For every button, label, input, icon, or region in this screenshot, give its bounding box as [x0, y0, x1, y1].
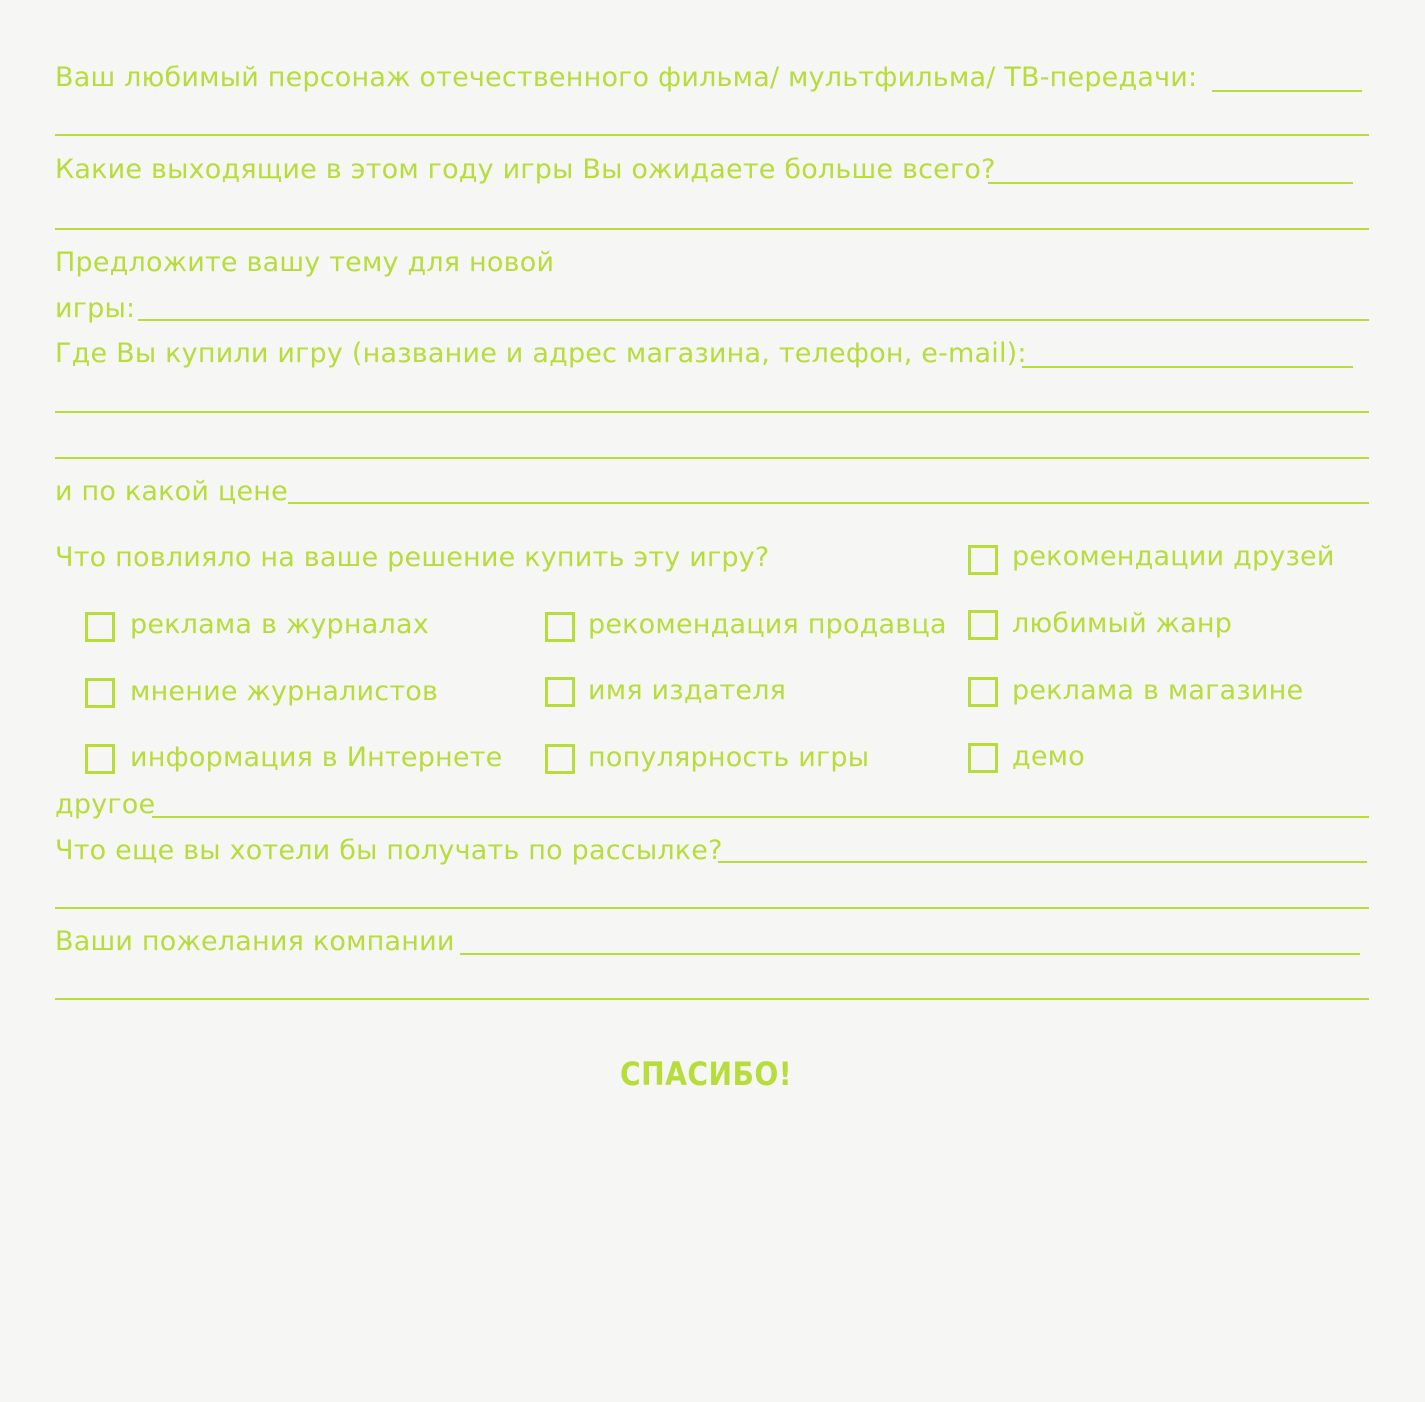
option-seller-label: рекомендация продавца [588, 609, 947, 640]
checkbox-magazine-ads[interactable] [85, 612, 115, 642]
mailing-input-2[interactable] [55, 875, 1373, 911]
option-popularity-label: популярность игры [588, 742, 870, 773]
wishes-input[interactable] [460, 921, 1364, 957]
option-demo-label: демо [1012, 741, 1085, 772]
option-publisher-label: имя издателя [588, 675, 787, 706]
where-bought-input-3[interactable] [55, 425, 1373, 461]
checkbox-friends[interactable] [968, 545, 998, 575]
thanks-heading: СПАСИБО! [620, 1055, 793, 1093]
checkbox-internet[interactable] [85, 744, 115, 774]
favorite-character-input[interactable] [1212, 58, 1366, 94]
question-price: и по какой цене [55, 476, 288, 507]
wishes-input-2[interactable] [55, 966, 1373, 1002]
option-internet-label: информация в Интернете [130, 742, 503, 773]
option-store-ads-label: реклама в магазине [1012, 675, 1304, 706]
expected-games-input[interactable] [988, 150, 1357, 186]
question-influence: Что повлияло на ваше решение купить эту игру? [55, 542, 770, 573]
question-wishes: Ваши пожелания компании [55, 926, 455, 957]
mailing-input[interactable] [718, 829, 1371, 865]
other-input[interactable] [152, 784, 1373, 820]
question-favorite-character: Ваш любимый персонаж отечественного фильма/ мультфильма/ ТВ-передачи: [55, 62, 1198, 93]
price-input[interactable] [288, 470, 1373, 506]
checkbox-journalists[interactable] [85, 678, 115, 708]
checkbox-popularity[interactable] [545, 744, 575, 774]
checkbox-store-ads[interactable] [968, 677, 998, 707]
checkbox-publisher[interactable] [545, 677, 575, 707]
checkbox-demo[interactable] [968, 743, 998, 773]
question-other: другое [55, 789, 156, 820]
option-magazine-ads-label: реклама в журналах [130, 609, 429, 640]
checkbox-seller[interactable] [545, 612, 575, 642]
question-expected-games: Какие выходящие в этом году игры Вы ожидаете больше всего? [55, 154, 996, 185]
favorite-character-input-2[interactable] [55, 102, 1373, 138]
option-journalists-label: мнение журналистов [130, 676, 439, 707]
question-mailing: Что еще вы хотели бы получать по рассылке? [55, 835, 723, 866]
where-bought-input-2[interactable] [55, 379, 1373, 415]
option-friends-label: рекомендации друзей [1012, 541, 1335, 572]
theme-input[interactable] [138, 287, 1373, 323]
where-bought-input[interactable] [1022, 334, 1357, 370]
question-theme-line1: Предложите вашу тему для новой [55, 247, 555, 278]
question-theme-line2: игры: [55, 293, 136, 324]
expected-games-input-2[interactable] [55, 196, 1373, 232]
question-where-bought: Где Вы купили игру (название и адрес магазина, телефон, e-mail): [55, 338, 1027, 369]
checkbox-genre[interactable] [968, 610, 998, 640]
option-genre-label: любимый жанр [1012, 608, 1233, 639]
